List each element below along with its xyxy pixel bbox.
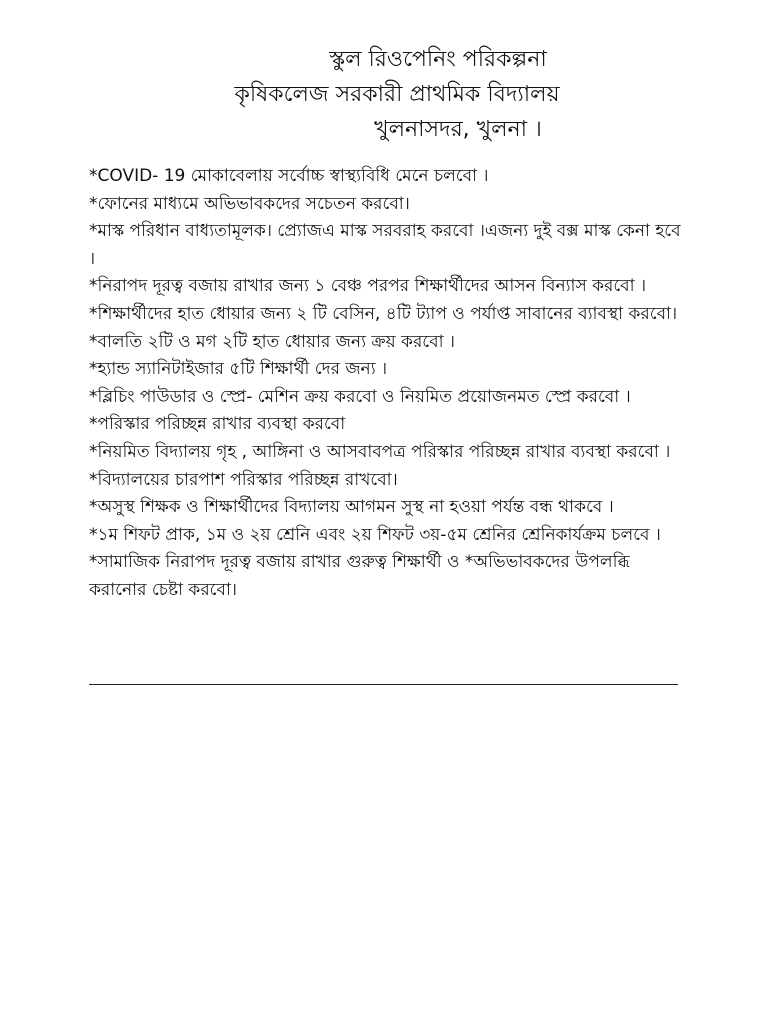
plan-item: *নিয়মিত বিদ্যালয় গৃহ , আঙ্গিনা ও আসবাবপত্র পরিস্কার পরিচ্ছন্ন রাখার ব্যবস্থা করবো ।: [89, 441, 671, 462]
plan-item: *অসুস্থ শিক্ষক ও শিক্ষার্থীদের বিদ্যালয় আগমন সুস্থ না হওয়া পর্যন্ত বন্ধ থাকবে ।: [89, 497, 614, 518]
plan-item: *হ্যান্ড স্যানিটাইজার ৫টি শিক্ষার্থী দের জন্য ।: [89, 359, 388, 380]
heading-title: স্কুল রিওপেনিং পরিকল্পনা: [329, 47, 547, 72]
plan-item: *ব্লিচিং পাউডার ও স্প্রে- মেশিন ক্রয় করবো ও নিয়মিত প্রয়োজনমত স্প্রে করবো ।: [89, 386, 631, 407]
plan-item: *শিক্ষার্থীদের হাত ধোয়ার জন্য ২ টি বেসিন, ৪টি ট্যাপ ও পর্যাপ্ত সাবানের ব্যাবস্থা করবো।: [89, 303, 678, 324]
plan-item: *বালতি ২টি ও মগ ২টি হাত ধোয়ার জন্য ক্রয় করবো ।: [89, 331, 455, 352]
plan-item: *১ম শিফট প্রাক, ১ম ও ২য় শ্রেনি এবং ২য় শিফট ৩য়-৫ম শ্রেনির শ্রেনিকার্যক্রম চলবে ।: [89, 524, 661, 545]
heading-school-name: কৃষিকলেজ সরকারী প্রাথমিক বিদ্যালয়: [234, 82, 560, 107]
document-heading: [0, 42, 768, 147]
plan-item: *পরিস্কার পরিচ্ছন্ন রাখার ব্যবস্থা করবো: [89, 414, 346, 435]
plan-item: *ফোনের মাধ্যমে অভিভাবকদের সচেতন করবো।: [89, 193, 410, 214]
plan-items: [89, 163, 681, 605]
heading-location: খুলনাসদর, খুলনা ।: [374, 117, 542, 142]
closing-divider: [89, 684, 678, 685]
plan-item: *সামাজিক নিরাপদ দূরত্ব বজায় রাখার গুরুত্ব শিক্ষার্থী ও *অভিভাবকদের উপলব্ধি করানোর চেষ্টা করবো।: [89, 552, 630, 600]
plan-item: *COVID- 19 মোকাবেলায় সর্বোচ্চ স্বাস্থ্যবিধি মেনে চলবো ।: [89, 166, 489, 186]
plan-item: *বিদ্যালয়ের চারপাশ পরিস্কার পরিচ্ছন্ন রাখবো।: [89, 469, 398, 490]
plan-item: *মাস্ক পরিধান বাধ্যতামূলক। প্র্যোজএ মাস্ক সরবরাহ করবো ।এজন্য দুই বক্স মাস্ক কেনা হবে ।: [89, 221, 681, 269]
plan-item: *নিরাপদ দূরত্ব বজায় রাখার জন্য ১ বেঞ্চ পরপর শিক্ষার্থীদের আসন বিন্যাস করবো ।: [89, 276, 647, 297]
